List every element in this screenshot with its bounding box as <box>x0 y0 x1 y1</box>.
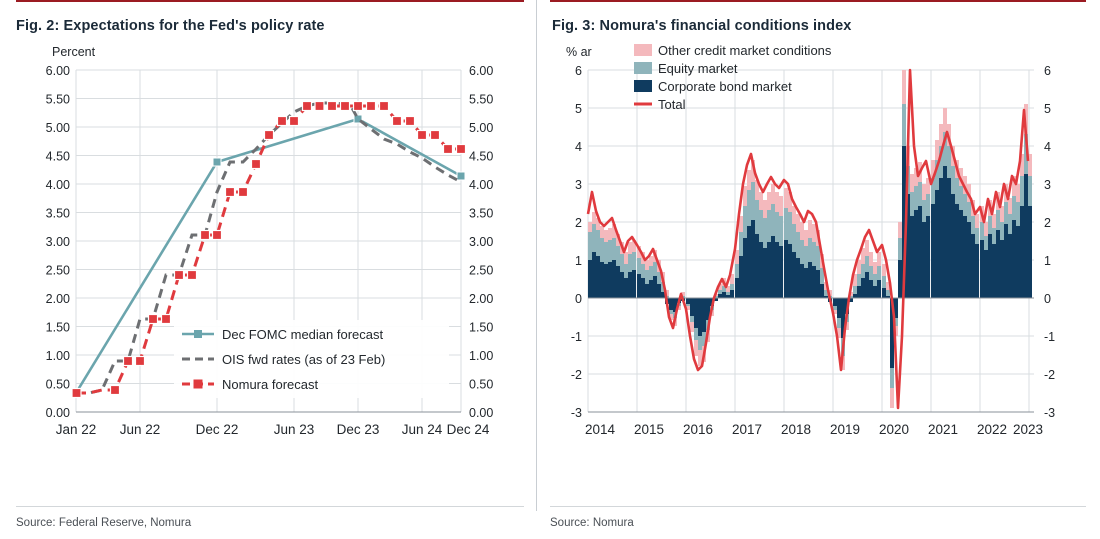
y-axis-left-labels-right-panel <box>571 64 582 420</box>
svg-text:2017: 2017 <box>731 422 763 437</box>
svg-text:2.50: 2.50 <box>45 263 70 278</box>
svg-text:2023: 2023 <box>1012 422 1044 437</box>
svg-text:5.00: 5.00 <box>45 121 70 135</box>
svg-text:5: 5 <box>1044 102 1051 116</box>
svg-text:-1: -1 <box>1044 330 1056 344</box>
figure-2-title: Fig. 2: Expectations for the Fed's policy rate <box>16 18 325 34</box>
y-axis-left-labels <box>46 64 70 420</box>
x-axis-labels <box>56 422 490 437</box>
svg-text:-2: -2 <box>570 368 582 382</box>
svg-text:1: 1 <box>575 254 582 268</box>
figure-3-title: Fig. 3: Nomura's financial conditions index <box>552 18 852 34</box>
svg-text:2014: 2014 <box>584 422 616 437</box>
svg-text:Dec 23: Dec 23 <box>336 422 380 437</box>
svg-text:6.00: 6.00 <box>469 64 494 78</box>
figure-3-source: Source: Nomura <box>550 517 634 529</box>
source-rule-right <box>550 506 1086 507</box>
source-rule <box>16 506 524 507</box>
svg-text:2.50: 2.50 <box>469 263 494 278</box>
svg-text:4.50: 4.50 <box>469 149 494 164</box>
svg-text:3.00: 3.00 <box>469 235 494 249</box>
svg-text:1: 1 <box>1044 254 1051 268</box>
svg-text:Dec 24: Dec 24 <box>446 422 490 437</box>
y-axis-right-labels <box>469 64 493 420</box>
svg-text:0: 0 <box>1044 292 1051 306</box>
svg-text:3: 3 <box>1044 178 1051 192</box>
svg-text:6: 6 <box>1044 64 1051 78</box>
svg-text:1.00: 1.00 <box>469 349 494 363</box>
legend-label-equity: Equity market <box>658 61 738 76</box>
svg-text:Jun 24: Jun 24 <box>401 422 443 437</box>
svg-text:0.00: 0.00 <box>45 406 70 420</box>
svg-text:3.50: 3.50 <box>469 206 494 221</box>
svg-text:2.00: 2.00 <box>45 292 70 306</box>
svg-text:5.00: 5.00 <box>469 121 494 135</box>
svg-text:1.00: 1.00 <box>45 349 70 363</box>
figure-2-plot <box>16 34 524 464</box>
figure-2-panel <box>0 0 536 539</box>
svg-text:Dec 22: Dec 22 <box>195 422 239 437</box>
svg-text:Jun 23: Jun 23 <box>273 422 315 437</box>
svg-text:2.00: 2.00 <box>469 292 494 306</box>
svg-text:4: 4 <box>1044 140 1051 154</box>
svg-text:3.50: 3.50 <box>45 206 70 221</box>
svg-text:4: 4 <box>575 140 582 154</box>
svg-text:2: 2 <box>575 216 582 230</box>
svg-text:2021: 2021 <box>927 422 959 437</box>
figure-3-legend <box>634 43 832 112</box>
svg-text:1.50: 1.50 <box>45 320 70 335</box>
y-axis-unit-label-right: % ar <box>566 45 592 59</box>
y-axis-right-labels-right-panel <box>1044 64 1055 420</box>
legend-label-ois: OIS fwd rates (as of 23 Feb) <box>222 352 386 367</box>
legend-item-equity <box>634 61 738 76</box>
figure-2-legend <box>174 320 449 398</box>
y-axis-unit-label: Percent <box>52 45 96 59</box>
svg-text:-3: -3 <box>570 406 582 420</box>
x-axis-labels-right <box>585 422 1043 437</box>
svg-text:0: 0 <box>575 292 582 306</box>
figure-3-plot <box>552 34 1086 464</box>
svg-text:2020: 2020 <box>878 422 910 437</box>
svg-text:0.00: 0.00 <box>469 406 494 420</box>
svg-text:4.50: 4.50 <box>45 149 70 164</box>
svg-text:4.00: 4.00 <box>45 178 70 192</box>
legend-item-corporate-bond <box>634 79 792 94</box>
svg-text:Jan 22: Jan 22 <box>55 422 97 437</box>
legend-item-other-credit <box>634 43 832 58</box>
svg-text:0.50: 0.50 <box>45 377 70 392</box>
svg-text:2016: 2016 <box>682 422 714 437</box>
svg-text:5: 5 <box>575 102 582 116</box>
svg-text:-2: -2 <box>1044 368 1056 382</box>
legend-label-nomura: Nomura forecast <box>222 377 319 392</box>
legend-label-dec-fomc: Dec FOMC median forecast <box>222 327 384 342</box>
panel-top-rule-right <box>550 0 1086 2</box>
figure-3-panel <box>536 0 1100 539</box>
svg-text:6.00: 6.00 <box>45 64 70 78</box>
svg-text:Jun 22: Jun 22 <box>119 422 161 437</box>
svg-text:0.50: 0.50 <box>469 377 494 392</box>
legend-item-total <box>634 97 686 112</box>
fed-policy-rate-chart <box>16 34 524 464</box>
svg-text:-3: -3 <box>1044 406 1056 420</box>
legend-label-total: Total <box>658 97 686 112</box>
svg-text:3: 3 <box>575 178 582 192</box>
svg-text:2015: 2015 <box>633 422 665 437</box>
svg-text:1.50: 1.50 <box>469 320 494 335</box>
legend-label-other-credit: Other credit market conditions <box>658 43 832 58</box>
svg-text:4.00: 4.00 <box>469 178 494 192</box>
svg-text:2019: 2019 <box>829 422 861 437</box>
legend-label-corporate-bond: Corporate bond market <box>658 79 792 94</box>
svg-text:5.50: 5.50 <box>45 92 70 107</box>
panel-top-rule <box>16 0 524 2</box>
svg-text:-1: -1 <box>570 330 582 344</box>
figure-2-source: Source: Federal Reserve, Nomura <box>16 517 192 529</box>
svg-text:3.00: 3.00 <box>45 235 70 249</box>
svg-text:2: 2 <box>1044 216 1051 230</box>
svg-text:6: 6 <box>575 64 582 78</box>
svg-text:2018: 2018 <box>780 422 812 437</box>
svg-text:2022: 2022 <box>976 422 1008 437</box>
financial-conditions-index-chart <box>552 34 1088 464</box>
svg-text:5.50: 5.50 <box>469 92 494 107</box>
